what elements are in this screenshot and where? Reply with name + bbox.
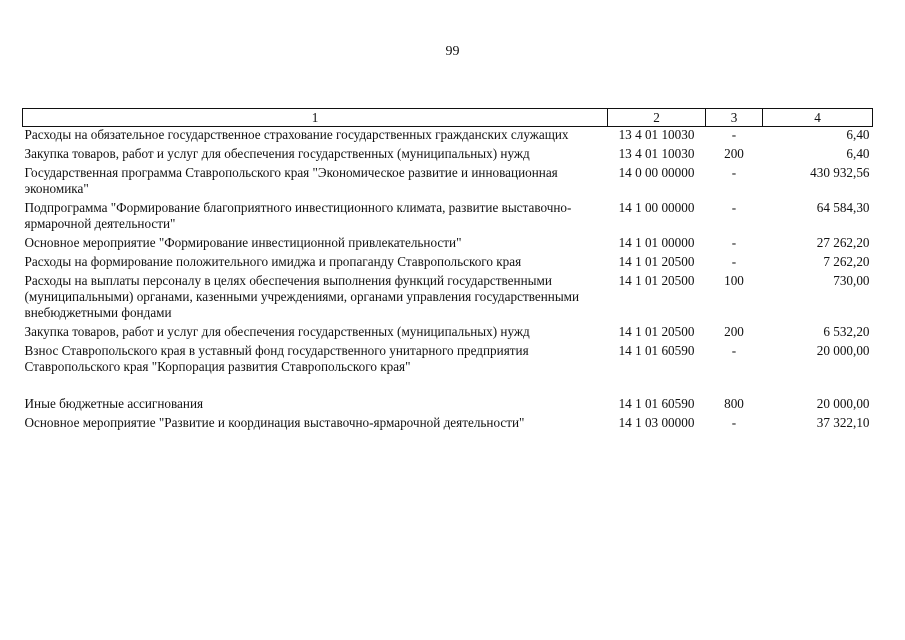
row-type: - xyxy=(731,200,737,215)
row-type: - xyxy=(731,235,737,250)
header-col-4: 4 xyxy=(763,109,873,127)
row-code: 14 1 03 00000 xyxy=(618,415,695,430)
table-row xyxy=(23,200,873,235)
table-row xyxy=(23,396,873,415)
row-code: 14 1 01 20500 xyxy=(618,324,695,339)
row-amount: 7 262,20 xyxy=(823,254,870,269)
row-amount: 6,40 xyxy=(846,146,870,161)
row-amount: 6,40 xyxy=(846,127,870,142)
row-name: Закупка товаров, работ и услуг для обеспечения государственных (муниципальных) нужд xyxy=(24,324,530,339)
header-col-2: 2 xyxy=(608,109,706,127)
row-code: 14 1 01 20500 xyxy=(618,273,695,288)
row-name: Расходы на обязательное государственное страхование государственных гражданских служащих xyxy=(24,127,569,142)
row-name: Закупка товаров, работ и услуг для обеспечения государственных (муниципальных) нужд xyxy=(24,146,530,161)
row-name: Расходы на формирование положительного имиджа и пропаганду Ставропольского края xyxy=(24,254,522,269)
row-amount: 27 262,20 xyxy=(816,235,870,250)
row-type: 100 xyxy=(724,273,744,288)
table-row xyxy=(23,254,873,273)
row-type: 200 xyxy=(724,324,744,339)
header-col-1: 1 xyxy=(23,109,608,127)
row-amount: 64 584,30 xyxy=(816,200,870,215)
row-name: Взнос Ставропольского края в уставный фонд государственного унитарного предприятия Ставропольского края "Корпорация развития Ставропольского края" xyxy=(24,343,529,374)
row-amount: 37 322,10 xyxy=(816,415,870,430)
row-code: 14 1 01 60590 xyxy=(618,343,695,358)
row-type: - xyxy=(731,343,737,358)
table-row xyxy=(23,415,873,434)
row-type: - xyxy=(731,127,737,142)
row-name: Основное мероприятие "Формирование инвестиционной привлекательности" xyxy=(24,235,462,250)
row-amount: 730,00 xyxy=(833,273,870,288)
table-row xyxy=(23,127,873,147)
table-row xyxy=(23,343,873,396)
row-type: 200 xyxy=(724,146,744,161)
row-name: Иные бюджетные ассигнования xyxy=(24,396,204,411)
header-row xyxy=(23,109,873,127)
row-type: - xyxy=(731,165,737,180)
row-amount: 20 000,00 xyxy=(816,396,870,411)
row-name: Государственная программа Ставропольского края "Экономическое развитие и инновационная экономика" xyxy=(24,165,558,196)
row-name: Расходы на выплаты персоналу в целях обеспечения выполнения функций государственными (муниципальными) органами, казенными учреждениями, органами управления государственными внебюджетными фондами xyxy=(24,273,580,320)
budget-table xyxy=(22,108,873,434)
row-code: 14 1 01 00000 xyxy=(618,235,695,250)
page-number: 99 xyxy=(445,44,460,59)
row-code: 14 1 01 20500 xyxy=(618,254,695,269)
row-type: - xyxy=(731,254,737,269)
row-type: - xyxy=(731,415,737,430)
row-name: Подпрограмма "Формирование благоприятного инвестиционного климата, развитие выставочно-ярмарочной деятельности" xyxy=(24,200,572,231)
table-row xyxy=(23,324,873,343)
table-row xyxy=(23,165,873,200)
row-code: 14 1 00 00000 xyxy=(618,200,695,215)
row-code: 14 0 00 00000 xyxy=(618,165,695,180)
table-row xyxy=(23,273,873,324)
table-header xyxy=(23,109,873,127)
row-amount: 430 932,56 xyxy=(810,165,870,180)
row-code: 13 4 01 10030 xyxy=(618,146,695,161)
table-row xyxy=(23,146,873,165)
header-col-3: 3 xyxy=(706,109,763,127)
row-name: Основное мероприятие "Развитие и координация выставочно-ярмарочной деятельности" xyxy=(24,415,525,430)
row-amount: 6 532,20 xyxy=(823,324,870,339)
row-type: 800 xyxy=(724,396,744,411)
row-code: 14 1 01 60590 xyxy=(618,396,695,411)
table-body xyxy=(23,127,873,435)
row-code: 13 4 01 10030 xyxy=(618,127,695,142)
table-row xyxy=(23,235,873,254)
row-amount: 20 000,00 xyxy=(816,343,870,358)
